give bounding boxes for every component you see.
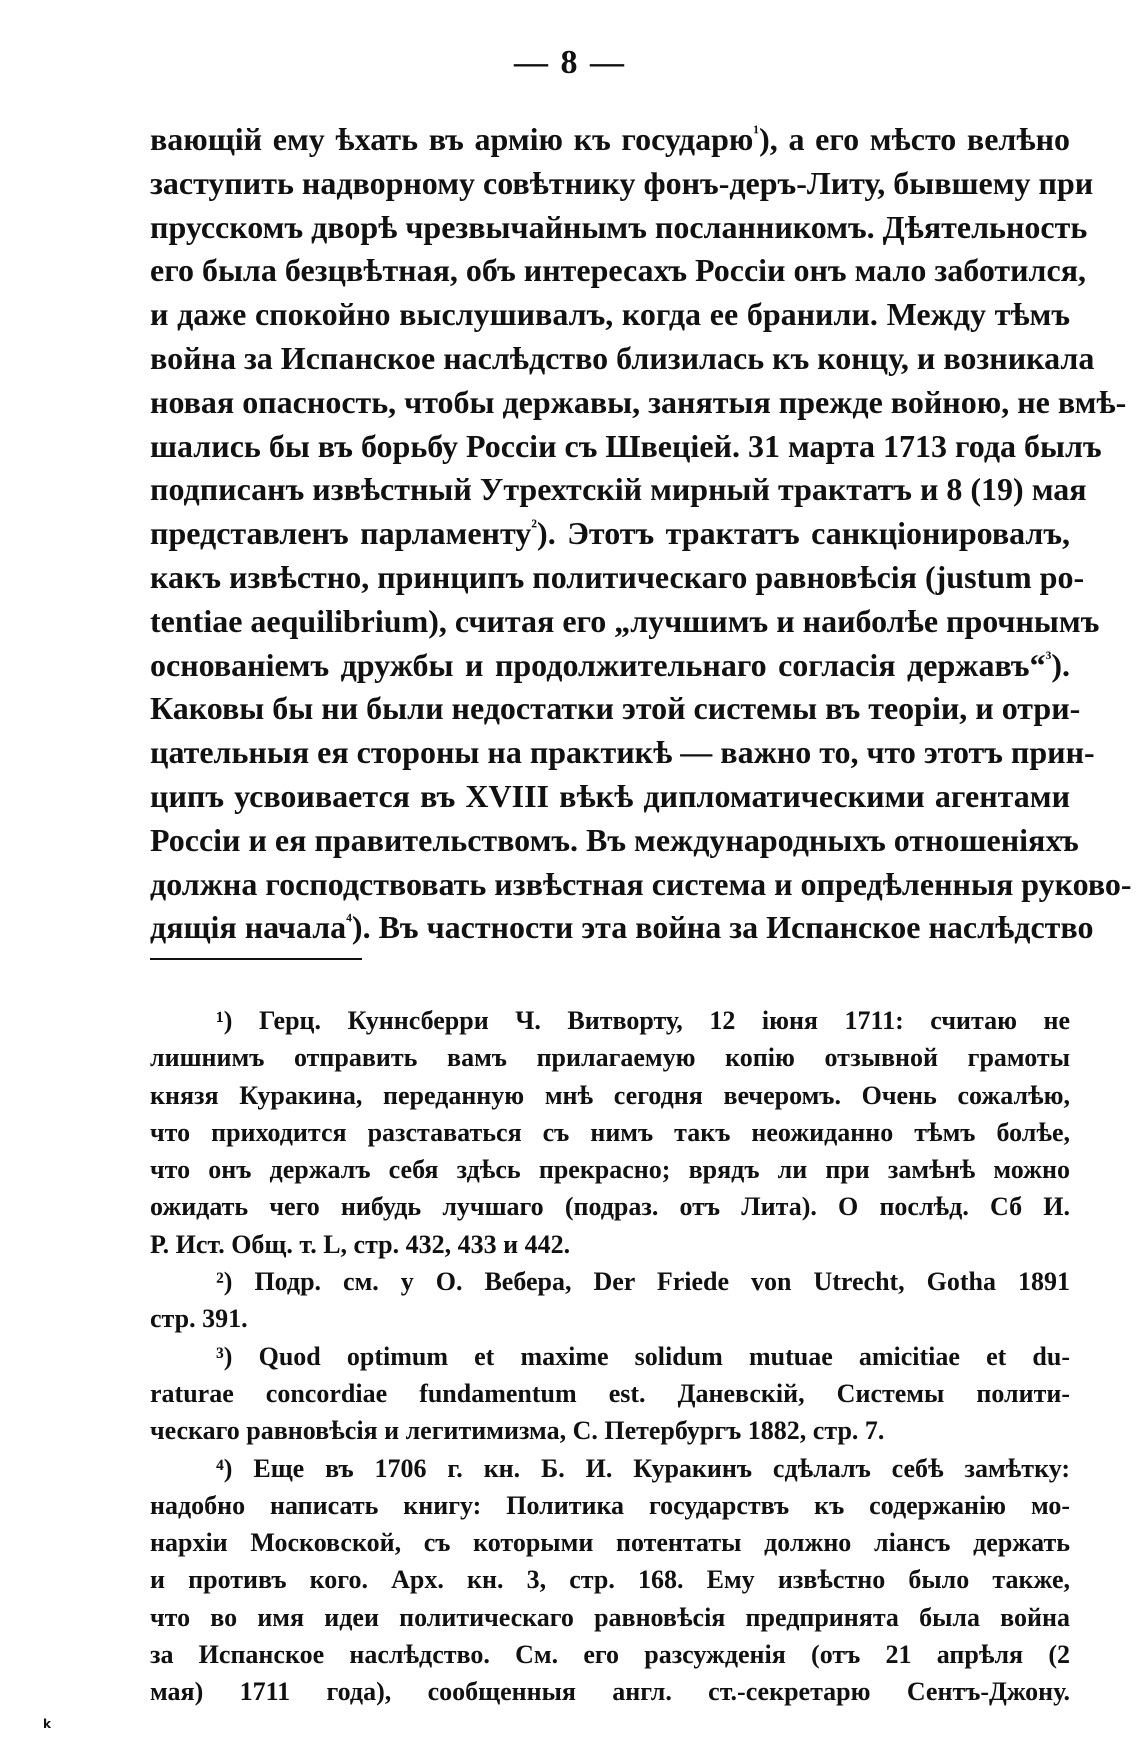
text-line: прусскомъ дворѣ чрезвычайнымъ посланникомъ. Дѣятельность (150, 208, 1088, 245)
footnote-marker: ³) (216, 1341, 233, 1371)
footnote-line: что во имя идеи политическаго равновѣсія предпринята была война (150, 1602, 1070, 1632)
footnote-line: ³) Quod optimum et maxime solidum mutuae amicitiae et du- (150, 1338, 1070, 1375)
footnote-ref: ¹ (753, 122, 760, 144)
text-line: его была безцвѣтная, объ интересахъ Россіи онъ мало заботился, (150, 252, 1087, 289)
footnote-ref: ⁴ (346, 910, 352, 932)
footnote-line: ⁴) Еще въ 1706 г. кн. Б. И. Куракинъ сдѣлалъ себѣ замѣтку: (150, 1450, 1070, 1487)
footnote-line: надобно написать книгу: Политика государствъ къ содержанію мо- (150, 1490, 1070, 1520)
scan-corner-mark: k (43, 1717, 51, 1731)
text-line: шались бы въ борьбу Россіи съ Швеціей. 31 марта 1713 года былъ (150, 427, 1102, 464)
footnote-line: что онъ держалъ себя здѣсь прекрасно; врядъ ли при замѣнѣ можно (150, 1155, 1070, 1185)
footnote-line: мая) 1711 года), сообщенныя англ. ст.-секретарю Сентъ-Джону. (150, 1677, 1070, 1707)
footnote-ref: ³ (1045, 647, 1052, 669)
text-line: война за Испанское наслѣдство близилась къ концу, и возникала (150, 339, 1095, 376)
footnote-line: лишнимъ отправить вамъ прилагаемую копію отзывной грамоты (150, 1043, 1070, 1073)
footnote-line: ожидать чего нибудь лучшаго (подраз. отъ Лита). О послѣд. Сб И. (150, 1192, 1070, 1222)
text-line: подписанъ извѣстный Утрехтскій мирный трактатъ и 8 (19) мая (150, 471, 1087, 508)
footnote-line: стр. 391. (150, 1304, 248, 1334)
footnote-line: и противъ кого. Арх. кн. 3, стр. 168. Ему извѣстно было также, (150, 1565, 1070, 1595)
footnote-marker: ¹) (216, 1006, 233, 1035)
footnote-divider (150, 958, 362, 960)
footnote-line: ²) Подр. см. у О. Вебера, Der Friede von Utrecht, Gotha 1891 (150, 1263, 1070, 1300)
footnote-line: что приходится разставаться съ нимъ такъ неожиданно тѣмъ болѣе, (150, 1117, 1070, 1147)
footnote-ref: ² (531, 516, 538, 538)
text-line: вающій ему ѣхать въ армію къ государю$^{^1}$), а его мѣсто велѣно (150, 121, 1071, 157)
text-line: основаніемъ дружбы и продолжительнаго согласія державъ“$^{^3}$). (150, 646, 1070, 683)
footnote-marker: ²) (216, 1267, 233, 1297)
footnote-line: нархіи Московской, съ которыми потентаты должно ліансъ держать (150, 1528, 1070, 1558)
text-line: должна господствовать извѣстная система и опредѣленныя руково- (150, 865, 1132, 902)
text-line: дящія начала$^{^4}$). Въ частности эта война за Испанское наслѣдство (150, 909, 1094, 946)
text-line: и даже спокойно выслушивалъ, когда ее бранили. Между тѣмъ (150, 296, 1070, 333)
footnote-marker: ⁴) (216, 1453, 233, 1483)
text-line: новая опасность, чтобы державы, занятыя прежде войною, не вмѣ- (150, 383, 1127, 420)
text-line: Каковы бы ни были недостатки этой системы въ теоріи, и отри- (150, 690, 1081, 727)
text-line: ципъ усвоивается въ XVIII вѣкѣ дипломатическими агентами (150, 777, 1070, 814)
footnote-line: ческаго равновѣсія и легитимизма, С. Петербургъ 1882, стр. 7. (150, 1416, 885, 1446)
footnote-line: за Испанское наслѣдство. См. его разсужденія (отъ 21 апрѣля (2 (150, 1640, 1070, 1670)
main-text (150, 118, 1132, 950)
text-line: какъ извѣстно, принципъ политическаго равновѣсія (justum po- (150, 558, 1085, 595)
text-line: Россіи и ея правительствомъ. Въ международныхъ отношеніяхъ (150, 821, 1079, 858)
footnote-line: raturae concordiae fundamentum est. Даневскій, Системы полити- (150, 1378, 1070, 1408)
text-line: tentiae aequilibrium), считая его „лучшимъ и наиболѣе прочнымъ (150, 602, 1100, 639)
footnote-line: князя Куракина, переданную мнѣ сегодня вечеромъ. Очень сожалѣю, (150, 1080, 1070, 1110)
page-number: — 8 — (514, 44, 626, 81)
text-line: представленъ парламенту$^{^2}$). Этотъ трактатъ санкціонировалъ, (150, 515, 1071, 552)
text-line: цательныя ея стороны на практикѣ — важно то, что этотъ прин- (150, 734, 1095, 771)
text-line: заступить надворному совѣтнику фонъ-деръ-Литу, бывшему при (150, 164, 1094, 201)
footnote-line: ¹) Герц. Куннсберри Ч. Витворту, 12 іюня 1711: считаю не (150, 1002, 1070, 1039)
footnotes (150, 1002, 1070, 1711)
footnote-line: Р. Ист. Общ. т. L, стр. 432, 433 и 442. (150, 1229, 571, 1259)
